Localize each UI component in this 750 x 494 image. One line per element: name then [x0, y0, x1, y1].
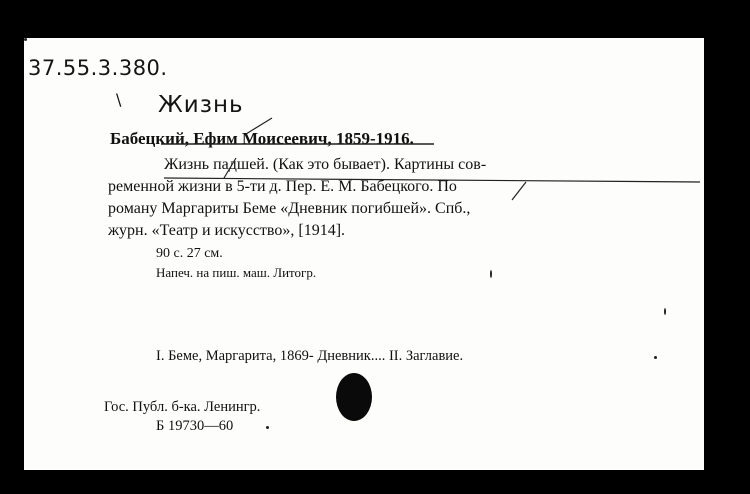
title-line-3: роману Маргариты Беме «Дневник погибшей». Спб., — [108, 200, 471, 217]
title-line-1: Жизнь падшей. (Как это бывает). Картины сов- — [164, 156, 487, 173]
library-name: Гос. Публ. б-ка. Ленингр. — [104, 399, 261, 415]
note: Напеч. на пиш. маш. Литогр. — [156, 265, 317, 280]
check-mark: \ — [116, 90, 122, 109]
collation: 90 с. 27 см. — [156, 246, 223, 261]
subject-heading: Жизнь — [158, 92, 244, 118]
author-heading: Бабецкий, Ефим Моисеевич, 1859-1916. — [110, 129, 414, 148]
catalog-card — [24, 38, 704, 470]
title-line-4: журн. «Театр и искусство», [1914]. — [108, 222, 346, 239]
shelfmark: 37.55.3.380. — [28, 56, 168, 80]
card-number: Б 19730—60 — [156, 418, 234, 434]
title-line-2: ременной жизни в 5-ти д. Пер. Е. М. Бабецкого. По — [108, 178, 457, 195]
tracings: I. Беме, Маргарита, 1869- Дневник.... II. Заглавие. — [156, 348, 464, 364]
pen-marks — [24, 38, 704, 470]
